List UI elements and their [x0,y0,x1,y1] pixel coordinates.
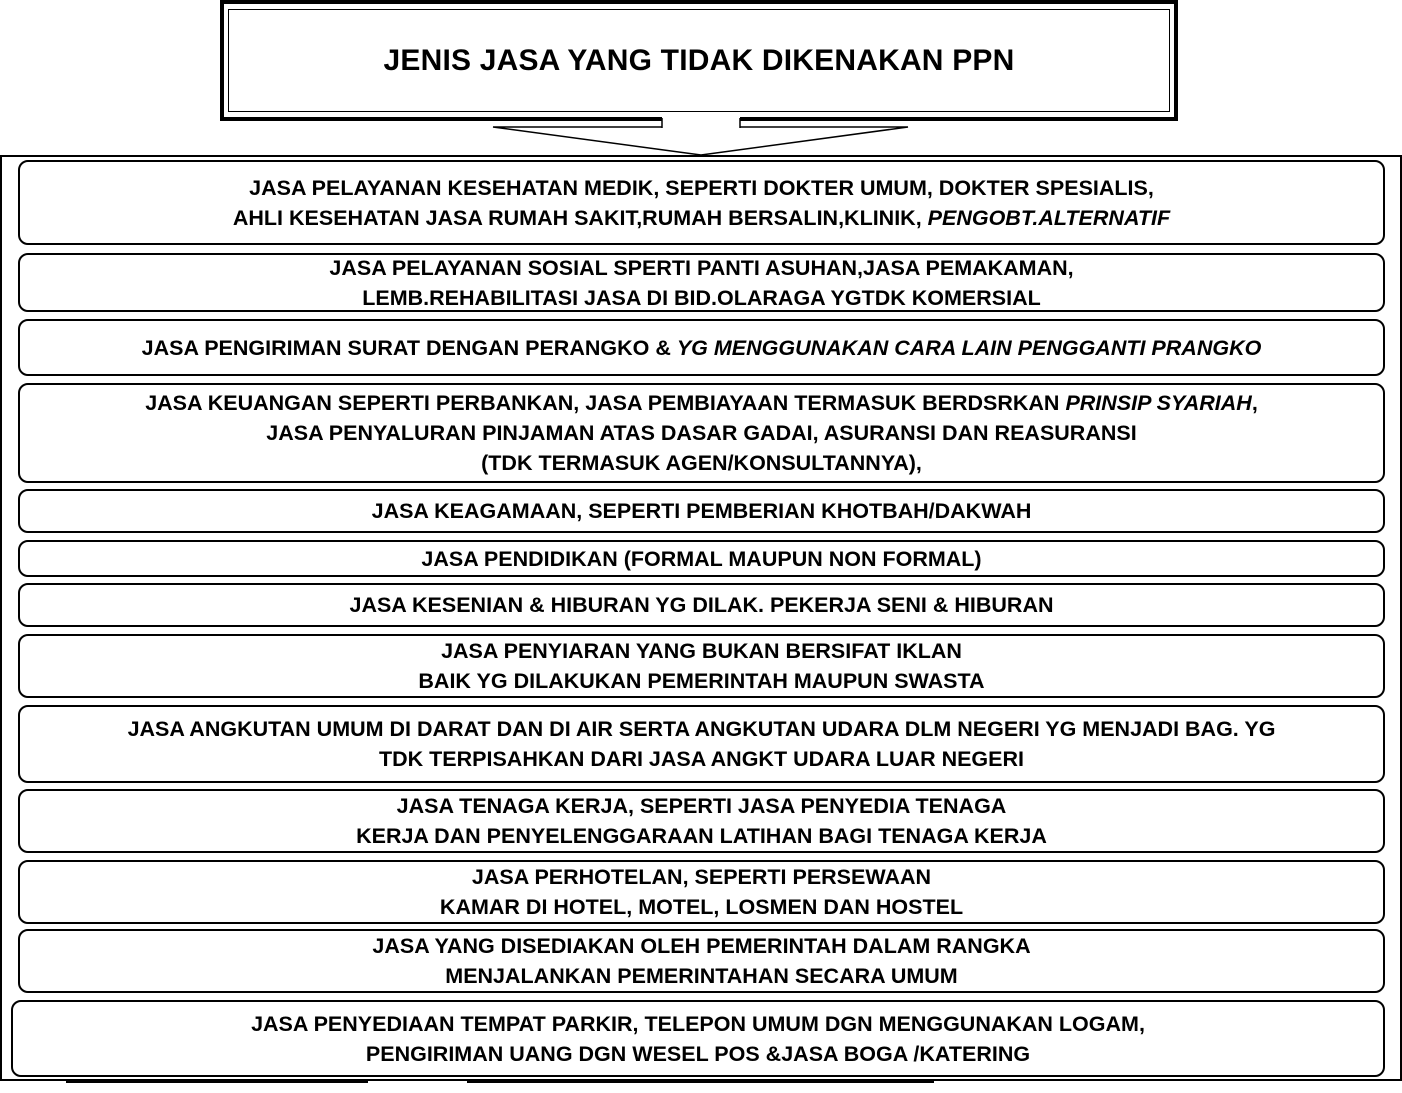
service-text: JASA PELAYANAN KESEHATAN MEDIK, SEPERTI DOKTER UMUM, DOKTER SPESIALIS, [249,175,1154,200]
service-line [418,666,984,696]
service-line [372,931,1030,961]
service-line [251,1009,1145,1039]
service-line [441,636,962,666]
service-box [18,319,1385,376]
service-text: TDK TERPISAHKAN DARI JASA ANGKT UDARA LUAR NEGERI [378,747,1024,771]
service-box [18,705,1385,783]
service-line [145,388,1258,418]
service-box [18,860,1385,924]
service-text: JASA PENYEDIAAN TEMPAT PARKIR, TELEPON UMUM DGN MENGGUNAKAN LOGAM, [251,1011,1145,1036]
service-text-italic: PRINSIP SYARIAH [1065,391,1252,415]
service-line [249,173,1154,203]
service-box [18,789,1385,853]
service-text-italic: YG MENGGUNAKAN CARA LAIN PENGGANTI PRANGKO [676,335,1262,360]
service-text: PENGIRIMAN UANG DGN WESEL POS &JASA BOGA /KATERING [365,1041,1031,1066]
service-box [18,253,1385,312]
service-line [366,1039,1030,1069]
service-box [18,540,1385,577]
service-box [18,160,1385,245]
service-line [372,496,1032,526]
service-text: BAIK YG DILAKUKAN PEMERINTAH MAUPUN SWASTA [418,669,985,693]
service-text: JASA PENYIARAN YANG BUKAN BERSIFAT IKLAN [441,639,962,663]
bottom-rule-left [66,1081,368,1083]
service-box [11,1000,1385,1077]
service-text: JASA PELAYANAN SOSIAL SPERTI PANTI ASUHAN,JASA PEMAKAMAN, [329,255,1074,280]
service-line [472,862,931,892]
service-text: JASA YANG DISEDIAKAN OLEH PEMERINTAH DALAM RANGKA [372,934,1031,958]
service-line [233,203,1170,233]
service-text: JASA KEUANGAN SEPERTI PERBANKAN, JASA PEMBIAYAAN TERMASUK BERDSRKAN [145,391,1066,415]
service-line [329,253,1073,283]
service-line [379,744,1024,774]
service-line [445,961,957,991]
service-line [440,892,963,922]
service-line [356,821,1047,851]
service-line [481,448,922,478]
service-line [142,333,1262,363]
service-text: MENJALANKAN PEMERINTAHAN SECARA UMUM [445,964,958,988]
service-line [421,544,981,574]
service-text: JASA PERHOTELAN, SEPERTI PERSEWAAN [471,865,932,889]
service-text: (TDK TERMASUK AGEN/KONSULTANNYA), [481,451,922,475]
service-box [18,583,1385,627]
service-box [18,383,1385,483]
service-line [349,590,1053,620]
service-box [18,929,1385,993]
service-box [18,634,1385,698]
down-arrow-icon [0,0,1402,160]
service-box [18,489,1385,533]
service-text: JASA KESENIAN & HIBURAN YG DILAK. PEKERJA SENI & HIBURAN [349,593,1054,617]
diagram-title: JENIS JASA YANG TIDAK DIKENAKAN PPN [383,43,1015,77]
service-text: KAMAR DI HOTEL, MOTEL, LOSMEN DAN HOSTEL [439,895,964,919]
service-text: LEMB.REHABILITASI JASA DI BID.OLARAGA YGTDK KOMERSIAL [362,285,1041,310]
service-text: JASA PENYALURAN PINJAMAN ATAS DASAR GADAI, ASURANSI DAN REASURANSI [266,421,1137,445]
service-line [397,791,1007,821]
service-line [128,714,1276,744]
bottom-rule-right [467,1081,934,1083]
service-text-italic: PENGOBT.ALTERNATIF [927,205,1171,230]
service-text: JASA TENAGA KERJA, SEPERTI JASA PENYEDIA TENAGA [396,794,1007,818]
service-text: JASA PENGIRIMAN SURAT DENGAN PERANGKO & [141,335,677,360]
service-text: , [1251,391,1258,415]
service-text: AHLI KESEHATAN JASA RUMAH SAKIT,RUMAH BERSALIN,KLINIK, [232,205,928,230]
service-text: JASA PENDIDIKAN (FORMAL MAUPUN NON FORMAL) [421,546,982,571]
service-text: JASA KEAGAMAAN, SEPERTI PEMBERIAN KHOTBAH/DAKWAH [371,499,1032,523]
service-text: JASA ANGKUTAN UMUM DI DARAT DAN DI AIR SERTA ANGKUTAN UDARA DLM NEGERI YG MENJADI BAG. YG [127,717,1276,741]
service-text: KERJA DAN PENYELENGGARAAN LATIHAN BAGI TENAGA KERJA [356,824,1047,848]
service-line [362,283,1040,313]
service-line [266,418,1136,448]
